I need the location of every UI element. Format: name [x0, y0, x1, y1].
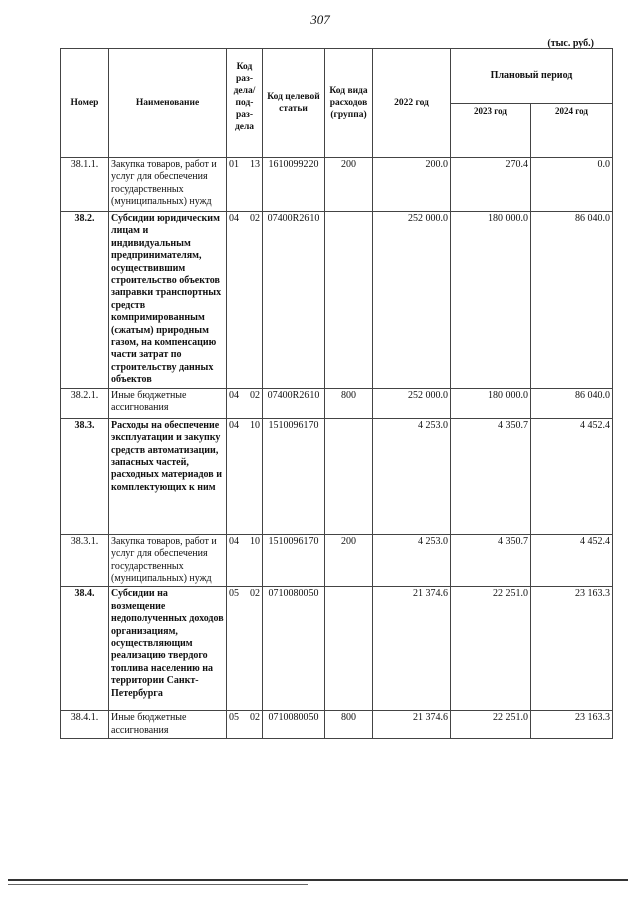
row-2023: 180 000.0 — [451, 212, 531, 389]
row-2022: 252 000.0 — [373, 388, 451, 418]
row-podrazdel-code: 02 — [250, 588, 260, 600]
row-2023: 270.4 — [451, 158, 531, 212]
header-kod-razdela: Код раз- дела/ под- раз- дела — [227, 49, 263, 158]
row-razdel — [227, 711, 263, 739]
units-label: (тыс. руб.) — [547, 38, 594, 49]
row-razdel — [227, 534, 263, 587]
row-razdel — [227, 587, 263, 711]
row-2023: 4 350.7 — [451, 534, 531, 587]
row-2022: 21 374.6 — [373, 587, 451, 711]
row-podrazdel-code: 10 — [250, 535, 260, 547]
row-name: Субсидии на возмещение недополученных доходов организациям, осуществляющим реализацию твердого топлива населению на территории Санкт-Петербурга — [109, 587, 227, 711]
row-statya: 1510096170 — [263, 418, 325, 534]
footer-rule-secondary — [8, 884, 308, 885]
row-statya: 1510096170 — [263, 534, 325, 587]
row-statya: 07400R2610 — [263, 388, 325, 418]
row-2024: 23 163.3 — [531, 587, 613, 711]
row-2022: 252 000.0 — [373, 212, 451, 389]
table-row — [61, 711, 613, 739]
budget-table — [60, 48, 613, 739]
page-number: 307 — [310, 12, 330, 27]
row-vid — [325, 418, 373, 534]
row-2023: 180 000.0 — [451, 388, 531, 418]
table-row — [61, 158, 613, 212]
row-number: 38.2.1. — [61, 388, 109, 418]
row-name: Иные бюджетные ассигнования — [109, 711, 227, 739]
table-body — [61, 158, 613, 739]
row-vid: 200 — [325, 534, 373, 587]
row-statya: 0710080050 — [263, 711, 325, 739]
row-statya: 1610099220 — [263, 158, 325, 212]
row-name: Субсидии юридическим лицам и индивидуальным предпринимателям, осуществившим строительство объектов заправки транспортных средств компримированным (сжатым) природным газом, на компенсацию части затрат по строительству данных объектов — [109, 212, 227, 389]
row-razdel — [227, 158, 263, 212]
header-planned-period: Плановый период — [451, 49, 613, 104]
row-2023: 4 350.7 — [451, 418, 531, 534]
row-number: 38.1.1. — [61, 158, 109, 212]
row-2024: 4 452.4 — [531, 418, 613, 534]
row-2024: 86 040.0 — [531, 212, 613, 389]
row-2022: 4 253.0 — [373, 418, 451, 534]
row-razdel-code: 04 — [229, 389, 239, 401]
row-number: 38.4.1. — [61, 711, 109, 739]
row-vid: 800 — [325, 711, 373, 739]
row-podrazdel-code: 02 — [250, 213, 260, 224]
row-razdel-code: 05 — [229, 712, 239, 724]
row-2024: 23 163.3 — [531, 711, 613, 739]
row-2024: 86 040.0 — [531, 388, 613, 418]
row-podrazdel-code: 02 — [250, 389, 260, 401]
header-kod-statyi: Код целевой статьи — [263, 49, 325, 158]
row-razdel-code: 04 — [229, 535, 239, 547]
table-row — [61, 534, 613, 587]
row-name: Иные бюджетные ассигнования — [109, 388, 227, 418]
row-2024: 4 452.4 — [531, 534, 613, 587]
row-razdel-code: 04 — [229, 419, 239, 431]
budget-table-container — [60, 48, 612, 739]
row-2023: 22 251.0 — [451, 711, 531, 739]
row-razdel-code: 04 — [229, 213, 239, 224]
row-2022: 21 374.6 — [373, 711, 451, 739]
row-number: 38.3.1. — [61, 534, 109, 587]
table-row — [61, 418, 613, 534]
row-2023: 22 251.0 — [451, 587, 531, 711]
header-naimenovanie: Наименование — [109, 49, 227, 158]
row-vid — [325, 587, 373, 711]
header-2023: 2023 год — [451, 103, 531, 158]
row-razdel — [227, 212, 263, 389]
row-statya: 07400R2610 — [263, 212, 325, 389]
table-row — [61, 587, 613, 711]
row-name: Закупка товаров, работ и услуг для обеспечения государственных (муниципальных) нужд — [109, 534, 227, 587]
row-razdel — [227, 388, 263, 418]
row-statya: 0710080050 — [263, 587, 325, 711]
row-name: Закупка товаров, работ и услуг для обеспечения государственных (муниципальных) нужд — [109, 158, 227, 212]
row-vid: 200 — [325, 158, 373, 212]
row-number: 38.3. — [61, 418, 109, 534]
row-razdel-code: 01 — [229, 159, 239, 170]
row-podrazdel-code: 02 — [250, 712, 260, 724]
header-2022: 2022 год — [373, 49, 451, 158]
header-nomer: Номер — [61, 49, 109, 158]
row-2022: 4 253.0 — [373, 534, 451, 587]
row-razdel — [227, 418, 263, 534]
row-razdel-code: 05 — [229, 588, 239, 600]
row-2024: 0.0 — [531, 158, 613, 212]
row-vid: 800 — [325, 388, 373, 418]
row-2022: 200.0 — [373, 158, 451, 212]
header-kod-vida: Код вида расходов (группа) — [325, 49, 373, 158]
row-podrazdel-code: 10 — [250, 419, 260, 431]
row-number: 38.2. — [61, 212, 109, 389]
row-number: 38.4. — [61, 587, 109, 711]
table-row — [61, 212, 613, 389]
table-row — [61, 388, 613, 418]
footer-rule — [8, 879, 628, 881]
row-vid — [325, 212, 373, 389]
header-2024: 2024 год — [531, 103, 613, 158]
row-name: Расходы на обеспечение эксплуатации и закупку средств автоматизации, запасных частей, расходных материадов и комплектующих к ним — [109, 418, 227, 534]
row-podrazdel-code: 13 — [250, 159, 260, 170]
